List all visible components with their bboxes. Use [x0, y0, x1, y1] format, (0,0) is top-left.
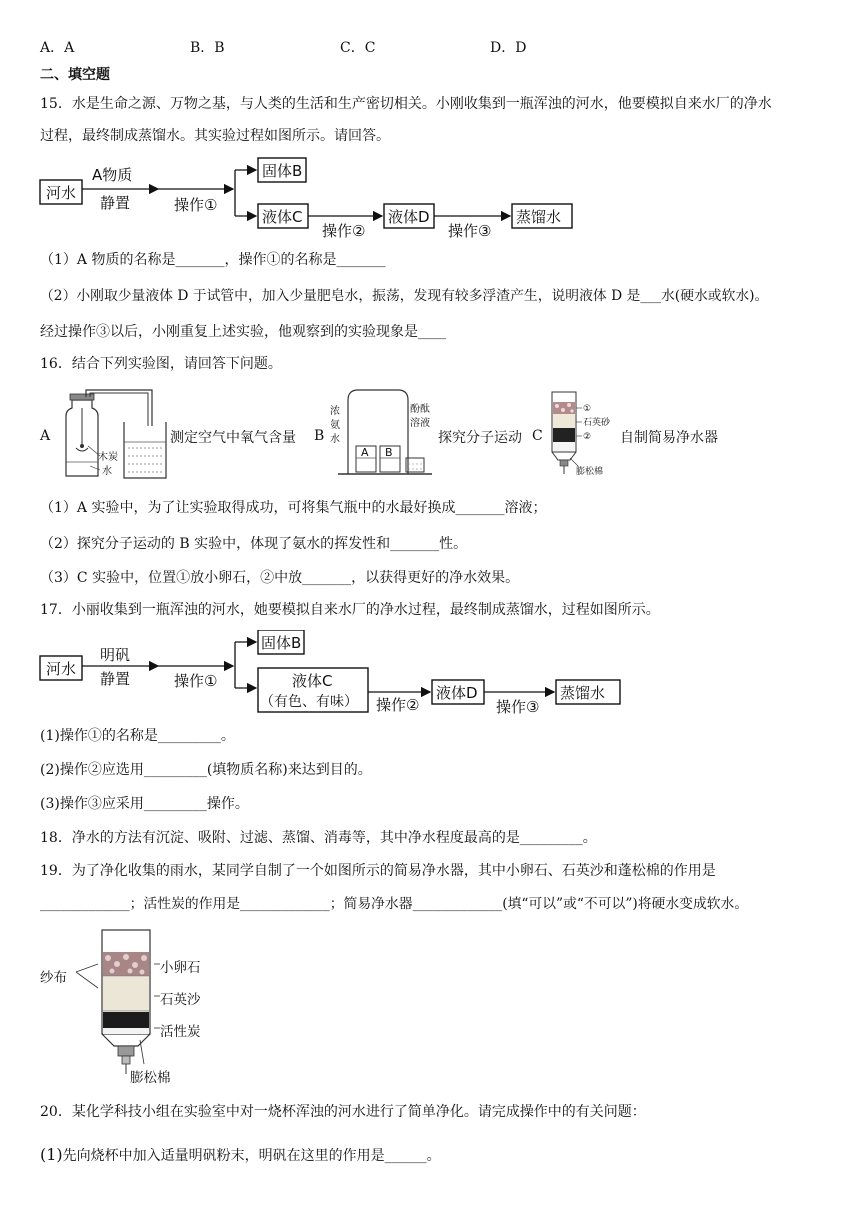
q16-c-pos1: ①	[583, 404, 592, 414]
q16-b-beaker-b: B	[385, 446, 393, 459]
q15-sub1: （1）A 物质的名称是_______，操作①的名称是_______	[40, 252, 386, 268]
q17-sub3: (3)操作③应采用_________操作。	[40, 796, 249, 812]
q17-op3: 操作③	[496, 698, 540, 716]
q16-b-ammonia-3: 水	[330, 434, 340, 445]
q15-stem-line2: 过程，最终制成蒸馏水。其实验过程如图所示。请回答。	[40, 128, 390, 144]
q17-op1: 操作①	[174, 672, 218, 690]
q20-sub1-number: (1)	[40, 1145, 63, 1164]
option-c: C．C	[340, 40, 376, 56]
q15-liquidC: 液体C	[262, 208, 303, 226]
q19-cotton-label: 膨松棉	[130, 1070, 171, 1086]
q19-stem-line2: _____________；活性炭的作用是_____________；简易净水器_____________(填“可以”或“不可以”)将硬水变成软水。	[40, 896, 749, 912]
q16-b-ammonia-1: 浓	[330, 406, 340, 417]
q16-figure-c	[546, 386, 618, 480]
q16-label-c: C	[532, 428, 543, 444]
q17-solidB: 固体B	[261, 634, 302, 652]
q16-sub3: （3）C 实验中，位置①放小卵石，②中放_______，以获得更好的净水效果。	[40, 570, 520, 586]
q16-caption-a: 测定空气中氧气含量	[170, 430, 296, 446]
option-a: A．A	[40, 40, 75, 56]
q17-flow-diagram	[38, 630, 648, 722]
q16-c-quartz: 石英砂	[583, 418, 611, 428]
q19-stem-line1: 19．为了净化收集的雨水，某同学自制了一个如图所示的简易净水器，其中小卵石、石英沙和蓬松棉的作用是	[40, 863, 716, 879]
q15-stem-line1: 15．水是生命之源、万物之基，与人类的生活和生产密切相关。小刚收集到一瓶浑浊的河水，他要模拟自来水厂的净水	[40, 96, 772, 112]
q17-stem: 17．小丽收集到一瓶浑浊的河水，她要模拟自来水厂的净水过程，最终制成蒸馏水，过程如图所示。	[40, 602, 660, 618]
q16-b-beaker-a: A	[361, 446, 369, 459]
q19-quartz-label: 石英沙	[160, 992, 201, 1008]
q17-distilled: 蒸馏水	[560, 684, 606, 702]
q16-b-phenol-2: 溶液	[410, 418, 430, 429]
q16-a-charcoal: 木炭	[98, 452, 118, 463]
q19-carbon-label: 活性炭	[160, 1024, 201, 1040]
q16-caption-b: 探究分子运动	[438, 430, 522, 446]
q16-sub2: （2）探究分子运动的 B 实验中，体现了氨水的挥发性和_______性。	[40, 536, 468, 552]
q15-op3: 操作③	[448, 222, 492, 240]
q15-settle: 静置	[100, 194, 131, 212]
q17-liquidD: 液体D	[436, 684, 478, 702]
q16-c-cotton: 膨松棉	[576, 467, 604, 477]
q16-stem: 16．结合下列实验图，请回答下问题。	[40, 356, 282, 372]
q15-op1: 操作①	[174, 196, 218, 214]
q15-flow-diagram	[38, 156, 598, 246]
q15-sub2-line2: 经过操作③以后，小刚重复上述实验，他观察到的实验现象是____	[40, 324, 446, 340]
option-b: B．B	[190, 40, 225, 56]
q16-a-water: 水	[102, 466, 112, 477]
q16-sub1: （1）A 实验中，为了让实验取得成功，可将集气瓶中的水最好换成_______溶液；	[40, 500, 547, 516]
q15-distilled: 蒸馏水	[516, 208, 562, 226]
option-d: D．D	[490, 40, 527, 56]
q16-figure-b	[328, 386, 436, 478]
q15-liquidD: 液体D	[388, 208, 430, 226]
q17-sub2: (2)操作②应选用_________(填物质名称)来达到目的。	[40, 762, 372, 778]
q19-gauze-label: 纱布	[40, 970, 67, 986]
q17-river: 河水	[46, 660, 77, 678]
q19-pebble-label: 小卵石	[160, 960, 201, 976]
q16-c-pos2: ②	[583, 432, 592, 442]
q17-liquidC-note: （有色、有味）	[260, 694, 358, 710]
q16-caption-c: 自制简易净水器	[620, 430, 718, 446]
q17-sub1: (1)操作①的名称是_________。	[40, 728, 235, 744]
q16-b-phenol-1: 酚酞	[410, 404, 430, 415]
q18-text: 18．净水的方法有沉淀、吸附、过滤、蒸馏、消毒等，其中净水程度最高的是_________。	[40, 830, 597, 846]
q17-op2: 操作②	[376, 696, 420, 714]
section-title: 二、填空题	[40, 67, 110, 83]
q16-figure-a	[54, 386, 168, 482]
q15-river: 河水	[46, 184, 77, 202]
q17-settle: 静置	[100, 670, 131, 688]
q16-b-ammonia-2: 氨	[330, 420, 340, 431]
q15-agent: A物质	[92, 166, 133, 184]
q17-agent: 明矾	[100, 646, 131, 664]
q15-op2: 操作②	[322, 222, 366, 240]
q20-stem: 20．某化学科技小组在实验室中对一烧杯浑浊的河水进行了简单净化。请完成操作中的有关问题：	[40, 1104, 646, 1120]
q15-sub2-line1: （2）小刚取少量液体 D 于试管中，加入少量肥皂水，振荡，发现有较多浮渣产生，说明液体 D 是___水(硬水或软水)。	[40, 288, 769, 304]
q17-liquidC: 液体C	[292, 672, 333, 690]
q16-label-a: A	[40, 428, 51, 444]
q20-sub1	[40, 1146, 441, 1165]
q15-solidB: 固体B	[262, 162, 303, 180]
q20-sub1-text: 先向烧杯中加入适量明矾粉末，明矾在这里的作用是______。	[62, 1148, 441, 1164]
q16-label-b: B	[314, 428, 325, 444]
